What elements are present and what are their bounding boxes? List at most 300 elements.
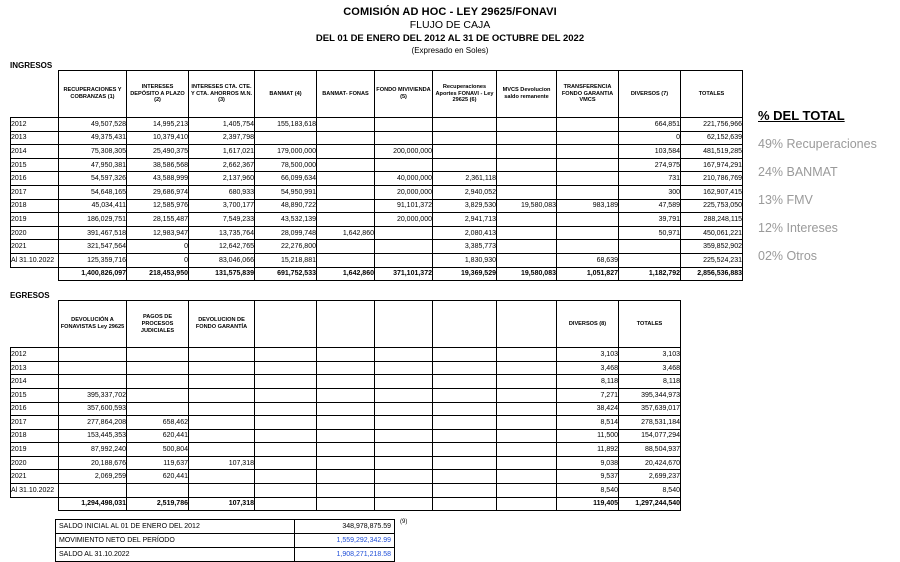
egresos-cell	[59, 348, 127, 362]
ingresos-cell: 28,099,748	[255, 226, 317, 240]
egresos-cell: 395,337,702	[59, 388, 127, 402]
ingresos-cell	[557, 131, 619, 145]
egresos-cell	[433, 429, 497, 443]
document-currency-note: (Expresado en Soles)	[411, 46, 489, 55]
ingresos-cell: 2,080,413	[433, 226, 497, 240]
ingresos-cell: 200,000,000	[375, 145, 433, 159]
ingresos-cell: 2,662,367	[189, 158, 255, 172]
egresos-cell	[255, 402, 317, 416]
ingresos-cell: 49,507,528	[59, 118, 127, 132]
egresos-cell: 3,103	[619, 348, 681, 362]
egresos-cell: 278,531,184	[619, 416, 681, 430]
ingresos-row-year: 2021	[11, 240, 59, 254]
ingresos-cell	[557, 172, 619, 186]
summary-row-label: SALDO INICIAL AL 01 DE ENERO DEL 2012	[56, 520, 295, 534]
egresos-cell	[433, 375, 497, 389]
egresos-cell	[317, 402, 375, 416]
egresos-cell	[127, 484, 189, 498]
ingresos-cell: 75,308,305	[59, 145, 127, 159]
ingresos-col-header	[11, 71, 59, 118]
egresos-total-cell	[497, 497, 557, 511]
ingresos-cell: 83,046,066	[189, 253, 255, 267]
percent-legend-item: 02% Otros	[758, 249, 818, 263]
ingresos-cell: 1,617,021	[189, 145, 255, 159]
egresos-total-cell: 2,519,786	[127, 497, 189, 511]
egresos-cell	[255, 484, 317, 498]
egresos-cell	[375, 416, 433, 430]
ingresos-total-cell: 1,642,860	[317, 267, 375, 281]
ingresos-cell	[375, 253, 433, 267]
ingresos-cell: 22,276,800	[255, 240, 317, 254]
egresos-cell	[317, 416, 375, 430]
ingresos-col-header: INTERESES DEPÓSITO A PLAZO (2)	[127, 71, 189, 118]
egresos-col-header: DEVOLUCION DE FONDO GARANTÍA	[189, 301, 255, 348]
egresos-cell	[433, 443, 497, 457]
ingresos-cell	[557, 158, 619, 172]
ingresos-row-year: 2017	[11, 185, 59, 199]
ingresos-cell: 62,152,639	[681, 131, 743, 145]
ingresos-cell: 66,099,634	[255, 172, 317, 186]
egresos-cell: 87,992,240	[59, 443, 127, 457]
ingresos-cell: 50,971	[619, 226, 681, 240]
egresos-cell	[127, 402, 189, 416]
egresos-col-header: DEVOLUCIÓN A FONAVISTAS Ley 29625	[59, 301, 127, 348]
egresos-cell	[375, 361, 433, 375]
egresos-cell	[255, 348, 317, 362]
egresos-total-cell	[317, 497, 375, 511]
egresos-col-header	[317, 301, 375, 348]
egresos-col-header	[255, 301, 317, 348]
egresos-cell	[375, 348, 433, 362]
egresos-cell: 38,424	[557, 402, 619, 416]
egresos-cell: 11,892	[557, 443, 619, 457]
ingresos-totals-label	[11, 267, 59, 281]
table-row	[11, 470, 681, 484]
ingresos-total-cell: 1,400,826,097	[59, 267, 127, 281]
ingresos-cell: 1,405,754	[189, 118, 255, 132]
table-row	[11, 348, 681, 362]
ingresos-row-year: 2015	[11, 158, 59, 172]
ingresos-cell: 78,500,000	[255, 158, 317, 172]
table-row	[11, 213, 743, 227]
ingresos-cell: 43,588,999	[127, 172, 189, 186]
ingresos-cell	[557, 226, 619, 240]
egresos-cell: 9,038	[557, 456, 619, 470]
egresos-cell	[375, 456, 433, 470]
egresos-cell	[317, 361, 375, 375]
ingresos-cell	[375, 158, 433, 172]
ingresos-cell: 1,642,860	[317, 226, 375, 240]
egresos-cell: 8,514	[557, 416, 619, 430]
ingresos-cell	[557, 213, 619, 227]
ingresos-col-header: FONDO MIVIVIENDA (5)	[375, 71, 433, 118]
summary-row-value: 1,559,292,342.99	[295, 534, 395, 548]
ingresos-cell: 155,183,618	[255, 118, 317, 132]
summary-note: (9)	[400, 519, 408, 525]
egresos-cell	[189, 416, 255, 430]
egresos-cell	[375, 402, 433, 416]
ingresos-cell: 40,000,000	[375, 172, 433, 186]
egresos-cell	[127, 375, 189, 389]
ingresos-cell	[317, 158, 375, 172]
ingresos-section-label: INGRESOS	[10, 61, 53, 70]
ingresos-row-year: 2019	[11, 213, 59, 227]
percent-legend	[758, 108, 898, 277]
ingresos-table	[10, 70, 743, 281]
ingresos-cell: 125,359,716	[59, 253, 127, 267]
egresos-section-label: EGRESOS	[10, 291, 50, 301]
ingresos-cell	[317, 131, 375, 145]
egresos-cell	[59, 375, 127, 389]
ingresos-cell: 38,586,568	[127, 158, 189, 172]
egresos-cell: 3,468	[619, 361, 681, 375]
table-row	[11, 199, 743, 213]
summary-row-value: 1,908,271,218.58	[295, 548, 395, 562]
ingresos-cell	[557, 145, 619, 159]
egresos-cell: 357,600,593	[59, 402, 127, 416]
egresos-cell	[255, 388, 317, 402]
egresos-row-year: 2015	[11, 388, 59, 402]
egresos-totals-label	[11, 497, 59, 511]
ingresos-cell	[497, 185, 557, 199]
egresos-cell: 8,118	[619, 375, 681, 389]
egresos-col-header	[497, 301, 557, 348]
egresos-cell	[317, 484, 375, 498]
ingresos-cell	[497, 158, 557, 172]
ingresos-cell	[497, 172, 557, 186]
ingresos-col-header: MVCS Devolucion saldo remanente	[497, 71, 557, 118]
summary-row	[56, 548, 395, 562]
ingresos-total-cell: 19,580,083	[497, 267, 557, 281]
egresos-cell: 20,424,670	[619, 456, 681, 470]
ingresos-cell	[433, 118, 497, 132]
ingresos-cell	[317, 145, 375, 159]
summary-body	[56, 520, 395, 562]
egresos-cell	[317, 470, 375, 484]
ingresos-cell: 47,950,381	[59, 158, 127, 172]
ingresos-col-header: TOTALES	[681, 71, 743, 118]
ingresos-cell: 321,547,564	[59, 240, 127, 254]
egresos-cell	[497, 484, 557, 498]
egresos-total-cell	[255, 497, 317, 511]
ingresos-total-cell: 2,856,536,883	[681, 267, 743, 281]
egresos-cell	[255, 429, 317, 443]
ingresos-cell: 167,974,291	[681, 158, 743, 172]
egresos-cell	[433, 348, 497, 362]
egresos-cell: 357,639,017	[619, 402, 681, 416]
ingresos-cell: 2,361,118	[433, 172, 497, 186]
ingresos-cell: 20,000,000	[375, 185, 433, 199]
table-row	[11, 375, 681, 389]
egresos-cell	[497, 348, 557, 362]
percent-legend-item: 49% Recuperaciones	[758, 137, 877, 151]
egresos-cell	[375, 443, 433, 457]
ingresos-cell: 2,940,052	[433, 185, 497, 199]
egresos-cell: 395,344,973	[619, 388, 681, 402]
ingresos-cell	[557, 240, 619, 254]
egresos-cell	[189, 388, 255, 402]
document-subtitle: FLUJO DE CAJA	[409, 19, 491, 31]
ingresos-cell: 12,983,947	[127, 226, 189, 240]
egresos-cell	[433, 470, 497, 484]
egresos-cell	[375, 484, 433, 498]
ingresos-cell	[433, 145, 497, 159]
ingresos-row-year: 2020	[11, 226, 59, 240]
egresos-cell	[497, 416, 557, 430]
ingresos-cell: 54,597,326	[59, 172, 127, 186]
egresos-cell	[189, 443, 255, 457]
ingresos-cell: 3,829,530	[433, 199, 497, 213]
ingresos-cell: 47,589	[619, 199, 681, 213]
ingresos-table-head	[11, 71, 743, 118]
ingresos-cell	[433, 131, 497, 145]
egresos-row-year: 2012	[11, 348, 59, 362]
egresos-cell	[255, 470, 317, 484]
egresos-total-cell: 1,294,498,031	[59, 497, 127, 511]
egresos-cell	[433, 361, 497, 375]
egresos-col-header: DIVERSOS (8)	[557, 301, 619, 348]
table-row	[11, 118, 743, 132]
ingresos-cell	[497, 118, 557, 132]
ingresos-cell	[497, 226, 557, 240]
summary-row	[56, 534, 395, 548]
ingresos-cell: 49,375,431	[59, 131, 127, 145]
ingresos-cell: 91,101,372	[375, 199, 433, 213]
egresos-cell	[189, 348, 255, 362]
egresos-cell	[189, 484, 255, 498]
ingresos-totals-row	[11, 267, 743, 281]
egresos-row-year: 2020	[11, 456, 59, 470]
egresos-cell	[255, 361, 317, 375]
ingresos-cell: 210,786,769	[681, 172, 743, 186]
egresos-cell	[127, 388, 189, 402]
ingresos-cell	[433, 158, 497, 172]
ingresos-cell	[619, 240, 681, 254]
egresos-cell	[497, 456, 557, 470]
table-row	[11, 240, 743, 254]
egresos-cell	[433, 484, 497, 498]
egresos-cell	[433, 402, 497, 416]
ingresos-total-cell: 371,101,372	[375, 267, 433, 281]
egresos-cell	[497, 388, 557, 402]
percent-legend-title: % DEL TOTAL	[758, 108, 845, 123]
summary-row-label: MOVIMIENTO NETO DEL PERÍODO	[56, 534, 295, 548]
egresos-table-body	[11, 348, 681, 511]
egresos-cell	[189, 361, 255, 375]
ingresos-cell: 2,397,798	[189, 131, 255, 145]
ingresos-cell: 15,218,881	[255, 253, 317, 267]
ingresos-cell: 25,490,375	[127, 145, 189, 159]
ingresos-cell	[497, 131, 557, 145]
egresos-cell	[189, 375, 255, 389]
ingresos-cell	[375, 118, 433, 132]
document-title-block	[0, 0, 900, 55]
ingresos-cell: 391,467,518	[59, 226, 127, 240]
ingresos-cell: 2,941,713	[433, 213, 497, 227]
ingresos-row-year: 2012	[11, 118, 59, 132]
ingresos-cell	[255, 131, 317, 145]
ingresos-cell: 450,061,221	[681, 226, 743, 240]
summary-box	[55, 519, 395, 562]
ingresos-col-header: RECUPERACIONES Y COBRANZAS (1)	[59, 71, 127, 118]
egresos-cell	[497, 361, 557, 375]
ingresos-cell: 54,648,165	[59, 185, 127, 199]
table-row	[11, 226, 743, 240]
table-row	[11, 145, 743, 159]
ingresos-cell	[497, 240, 557, 254]
document-period: DEL 01 DE ENERO DEL 2012 AL 31 DE OCTUBRE DEL 2022	[315, 33, 585, 44]
egresos-cell	[497, 429, 557, 443]
ingresos-cell: 983,189	[557, 199, 619, 213]
egresos-cell	[375, 375, 433, 389]
egresos-cell	[189, 470, 255, 484]
egresos-row-year: 2019	[11, 443, 59, 457]
egresos-cell	[59, 361, 127, 375]
ingresos-cell: 13,735,764	[189, 226, 255, 240]
egresos-cell: 2,069,259	[59, 470, 127, 484]
egresos-cell	[317, 375, 375, 389]
ingresos-cell	[317, 118, 375, 132]
ingresos-cell: 274,975	[619, 158, 681, 172]
ingresos-cell	[557, 118, 619, 132]
egresos-cell	[433, 416, 497, 430]
egresos-cell	[127, 361, 189, 375]
ingresos-cell: 186,029,751	[59, 213, 127, 227]
egresos-cell: 8,540	[557, 484, 619, 498]
ingresos-cell: 162,907,415	[681, 185, 743, 199]
table-row	[11, 443, 681, 457]
ingresos-total-cell: 131,575,839	[189, 267, 255, 281]
table-row	[11, 253, 743, 267]
ingresos-cell: 359,852,902	[681, 240, 743, 254]
table-row	[11, 429, 681, 443]
egresos-row-year: 2021	[11, 470, 59, 484]
ingresos-cell: 680,933	[189, 185, 255, 199]
egresos-cell	[59, 484, 127, 498]
egresos-cell: 3,468	[557, 361, 619, 375]
egresos-row-year: 2014	[11, 375, 59, 389]
egresos-cell: 154,077,294	[619, 429, 681, 443]
ingresos-cell: 481,519,285	[681, 145, 743, 159]
ingresos-cell	[317, 172, 375, 186]
egresos-cell	[497, 443, 557, 457]
egresos-cell: 277,864,208	[59, 416, 127, 430]
egresos-row-year: 2017	[11, 416, 59, 430]
ingresos-cell: 3,385,773	[433, 240, 497, 254]
ingresos-total-cell: 691,752,533	[255, 267, 317, 281]
egresos-cell: 8,118	[557, 375, 619, 389]
egresos-cell	[433, 456, 497, 470]
egresos-total-cell: 107,318	[189, 497, 255, 511]
egresos-cell	[317, 456, 375, 470]
ingresos-cell: 12,585,976	[127, 199, 189, 213]
ingresos-cell	[375, 131, 433, 145]
egresos-cell: 658,462	[127, 416, 189, 430]
egresos-cell: 620,441	[127, 429, 189, 443]
egresos-row-year: 2013	[11, 361, 59, 375]
egresos-table-head	[11, 301, 681, 348]
egresos-cell: 8,540	[619, 484, 681, 498]
egresos-cell	[375, 429, 433, 443]
egresos-cell	[375, 388, 433, 402]
summary-row-label: SALDO AL 31.10.2022	[56, 548, 295, 562]
ingresos-cell	[317, 199, 375, 213]
ingresos-cell	[497, 253, 557, 267]
ingresos-cell: 300	[619, 185, 681, 199]
ingresos-total-cell: 218,453,950	[127, 267, 189, 281]
ingresos-cell: 221,756,966	[681, 118, 743, 132]
table-row	[11, 416, 681, 430]
egresos-cell: 620,441	[127, 470, 189, 484]
egresos-cell: 153,445,353	[59, 429, 127, 443]
ingresos-cell: 14,995,213	[127, 118, 189, 132]
egresos-table	[10, 300, 681, 511]
percent-legend-item: 12% Intereses	[758, 221, 838, 235]
egresos-cell: 20,188,676	[59, 456, 127, 470]
egresos-cell	[317, 388, 375, 402]
egresos-cell	[255, 416, 317, 430]
ingresos-cell: 54,950,991	[255, 185, 317, 199]
egresos-cell: 9,537	[557, 470, 619, 484]
egresos-cell: 119,637	[127, 456, 189, 470]
ingresos-col-header: TRANSFERENCIA FONDO GARANTIA VMCS	[557, 71, 619, 118]
ingresos-cell	[497, 145, 557, 159]
ingresos-row-year: 2013	[11, 131, 59, 145]
table-row	[11, 158, 743, 172]
table-row	[11, 402, 681, 416]
table-row	[11, 456, 681, 470]
ingresos-cell	[317, 240, 375, 254]
egresos-row-year: 2016	[11, 402, 59, 416]
ingresos-cell: 225,524,231	[681, 253, 743, 267]
ingresos-cell: 2,137,960	[189, 172, 255, 186]
ingresos-col-header: Recuperaciones Aportes FONAVI - Ley 29625 (6)	[433, 71, 497, 118]
egresos-cell: 7,271	[557, 388, 619, 402]
egresos-total-cell: 119,405	[557, 497, 619, 511]
summary-row-value: 348,978,875.59	[295, 520, 395, 534]
ingresos-total-cell: 1,182,792	[619, 267, 681, 281]
ingresos-cell: 68,639	[557, 253, 619, 267]
ingresos-cell: 664,851	[619, 118, 681, 132]
egresos-table-wrap	[10, 300, 900, 511]
document-title: COMISIÓN AD HOC - LEY 29625/FONAVI	[343, 6, 557, 18]
ingresos-cell: 1,830,930	[433, 253, 497, 267]
egresos-cell	[255, 375, 317, 389]
ingresos-total-cell: 19,369,529	[433, 267, 497, 281]
ingresos-cell: 3,700,177	[189, 199, 255, 213]
ingresos-cell: 731	[619, 172, 681, 186]
egresos-col-header	[375, 301, 433, 348]
ingresos-cell: 39,791	[619, 213, 681, 227]
ingresos-total-cell: 1,051,827	[557, 267, 619, 281]
ingresos-cell: 19,580,083	[497, 199, 557, 213]
ingresos-col-header: BANMAT (4)	[255, 71, 317, 118]
egresos-row-year: 2018	[11, 429, 59, 443]
egresos-cell: 500,804	[127, 443, 189, 457]
ingresos-row-year: Al 31.10.2022	[11, 253, 59, 267]
ingresos-cell: 48,890,722	[255, 199, 317, 213]
ingresos-cell	[317, 185, 375, 199]
table-row	[11, 361, 681, 375]
ingresos-cell: 28,155,487	[127, 213, 189, 227]
ingresos-cell	[375, 240, 433, 254]
ingresos-cell: 179,000,000	[255, 145, 317, 159]
egresos-cell: 88,504,937	[619, 443, 681, 457]
egresos-header-row	[11, 301, 681, 348]
egresos-totals-row	[11, 497, 681, 511]
ingresos-col-header: INTERESES CTA. CTE. Y CTA. AHORROS M.N. (3)	[189, 71, 255, 118]
ingresos-cell: 0	[127, 253, 189, 267]
